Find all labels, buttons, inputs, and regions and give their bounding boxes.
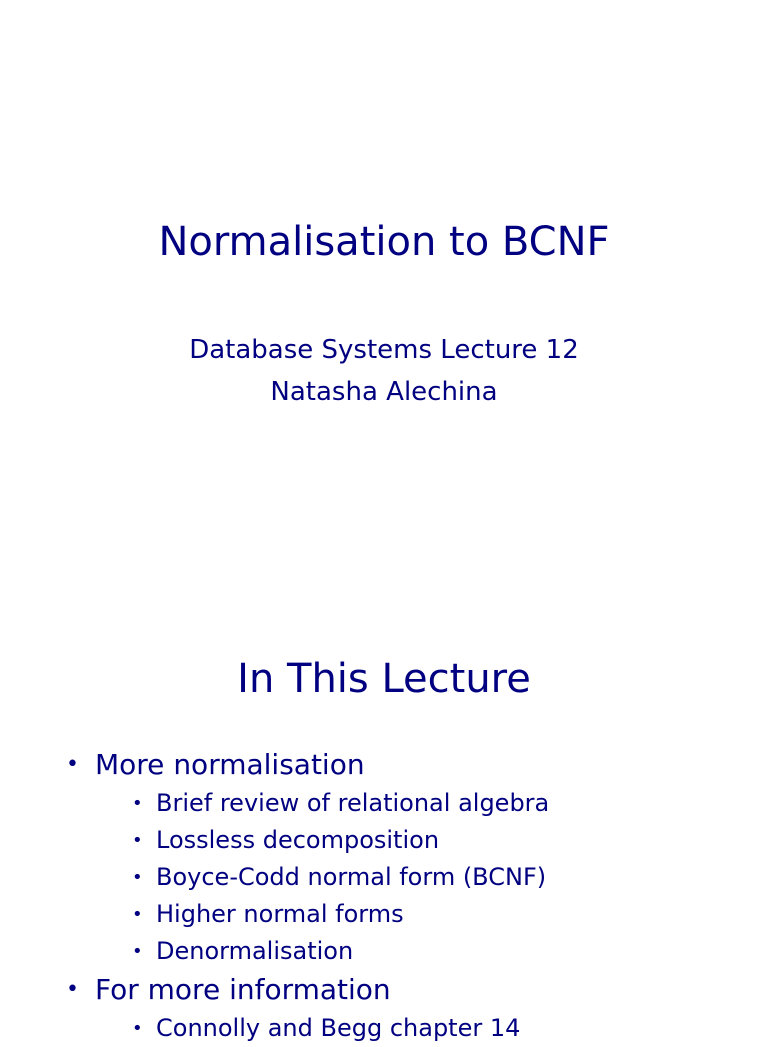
slide-title [0, 0, 768, 512]
bullet-item-more-normalisation [66, 745, 549, 970]
bullet-dot-icon: • [132, 941, 143, 962]
bullet-dot-icon: • [132, 830, 143, 851]
bullet-dot-icon: • [132, 904, 143, 925]
sub-bullet-label: Boyce-Codd normal form (BCNF) [156, 863, 547, 891]
bullet-dot-icon: • [66, 752, 79, 777]
bullet-item-more-information [66, 970, 549, 1047]
outline-heading: In This Lecture [237, 656, 531, 702]
sub-bullet-list [132, 785, 549, 970]
sub-bullet-item [132, 933, 549, 970]
sub-bullet-label: Connolly and Begg chapter 14 [156, 1014, 521, 1042]
sub-bullet-label: Lossless decomposition [156, 826, 440, 854]
sub-bullet-item [132, 896, 549, 933]
sub-bullet-item [132, 785, 549, 822]
bullet-dot-icon: • [132, 793, 143, 814]
slide-title-heading: Normalisation to BCNF [158, 219, 610, 265]
slide-subtitle-course: Database Systems Lecture 12 [189, 335, 579, 365]
sub-bullet-label: Brief review of relational algebra [156, 789, 550, 817]
sub-bullet-list [132, 1010, 549, 1047]
sub-bullet-item [132, 1010, 549, 1047]
sub-bullet-item [132, 822, 549, 859]
slide-subtitle-author: Natasha Alechina [270, 377, 498, 407]
bullet-dot-icon: • [132, 1018, 143, 1039]
sub-bullet-item [132, 859, 549, 896]
bullet-dot-icon: • [66, 977, 79, 1002]
sub-bullet-label: Denormalisation [156, 937, 354, 965]
bullet-label: For more information [95, 973, 391, 1006]
slide-outline [0, 512, 768, 1042]
bullet-label: More normalisation [95, 748, 365, 781]
sub-bullet-label: Higher normal forms [156, 900, 404, 928]
bullet-dot-icon: • [132, 867, 143, 888]
outline-bullet-list [66, 745, 549, 1047]
